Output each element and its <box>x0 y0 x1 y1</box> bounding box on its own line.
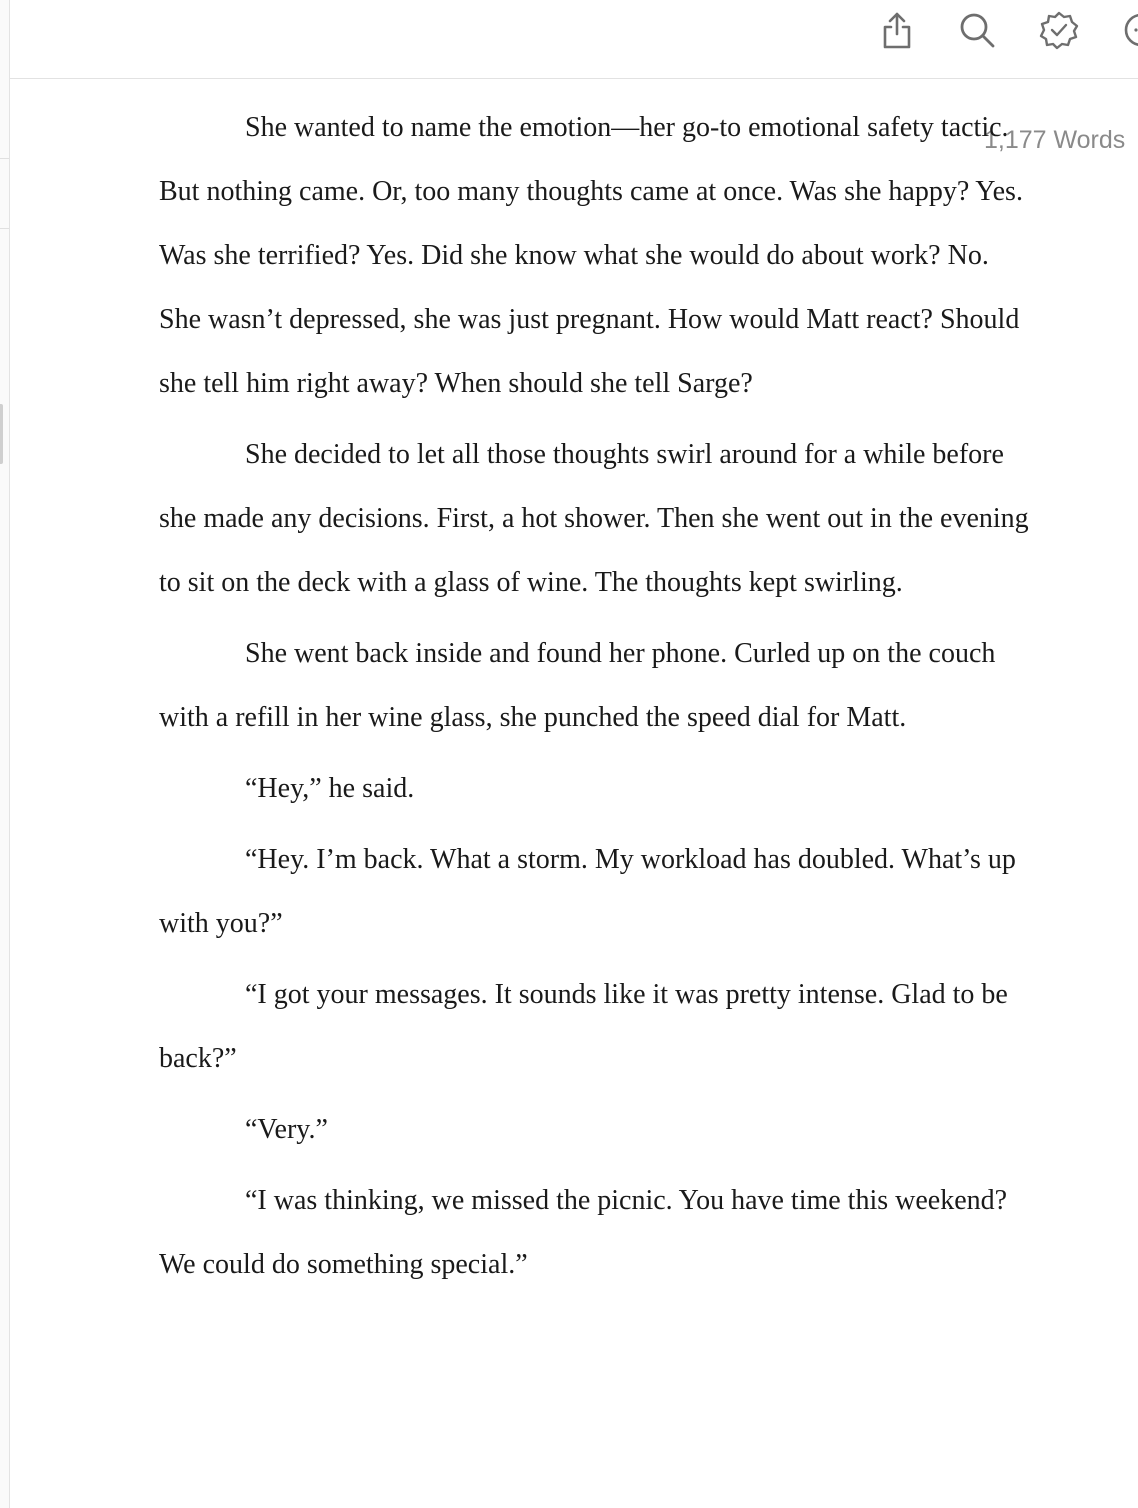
paragraph[interactable]: “I got your messages. It sounds like it was pretty intense. Glad to be back?” <box>159 979 1008 1074</box>
paragraph[interactable]: She wanted to name the emotion—her go-to emotional safety tactic. But nothing came. Or, too many thoughts came at once. Was she happy? Yes. Was she terrified? Yes. Did she know what she would do about work? No. She wasn’t depressed, she was just pregnant. How would Matt react? Should she tell him right away? When should she tell Sarge? <box>159 112 1023 399</box>
more-icon <box>1118 10 1138 50</box>
share-button[interactable] <box>875 8 919 52</box>
search-icon <box>958 11 996 49</box>
verified-badge-icon <box>1039 10 1079 50</box>
paragraph[interactable]: She went back inside and found her phone. Curled up on the couch with a refill in her wine glass, she punched the speed dial for Matt. <box>159 638 996 733</box>
paragraph[interactable]: “Hey. I’m back. What a storm. My workload has doubled. What’s up with you?” <box>159 844 1016 939</box>
gutter-divider <box>0 228 9 229</box>
paragraph[interactable]: “I was thinking, we missed the picnic. You have time this weekend? We could do something special.” <box>159 1185 1008 1280</box>
toolbar <box>10 0 1138 79</box>
paragraph[interactable]: She decided to let all those thoughts swirl around for a while before she made any decisions. First, a hot shower. Then she went out in the evening to sit on the deck with a glass of wine. The thoughts kept swirling. <box>159 439 1029 598</box>
left-gutter <box>0 0 10 1508</box>
share-icon <box>879 10 915 50</box>
search-button[interactable] <box>955 8 999 52</box>
paragraph[interactable]: “Hey,” he said. <box>245 773 415 804</box>
sidebar-resize-handle[interactable] <box>0 404 3 464</box>
paragraph[interactable]: “Very.” <box>245 1114 328 1145</box>
gutter-divider <box>0 158 9 159</box>
check-button[interactable] <box>1037 8 1081 52</box>
document-body[interactable] <box>159 96 1029 1304</box>
word-count-label[interactable]: 1,177 Words <box>984 126 1126 154</box>
more-button[interactable] <box>1118 8 1138 52</box>
